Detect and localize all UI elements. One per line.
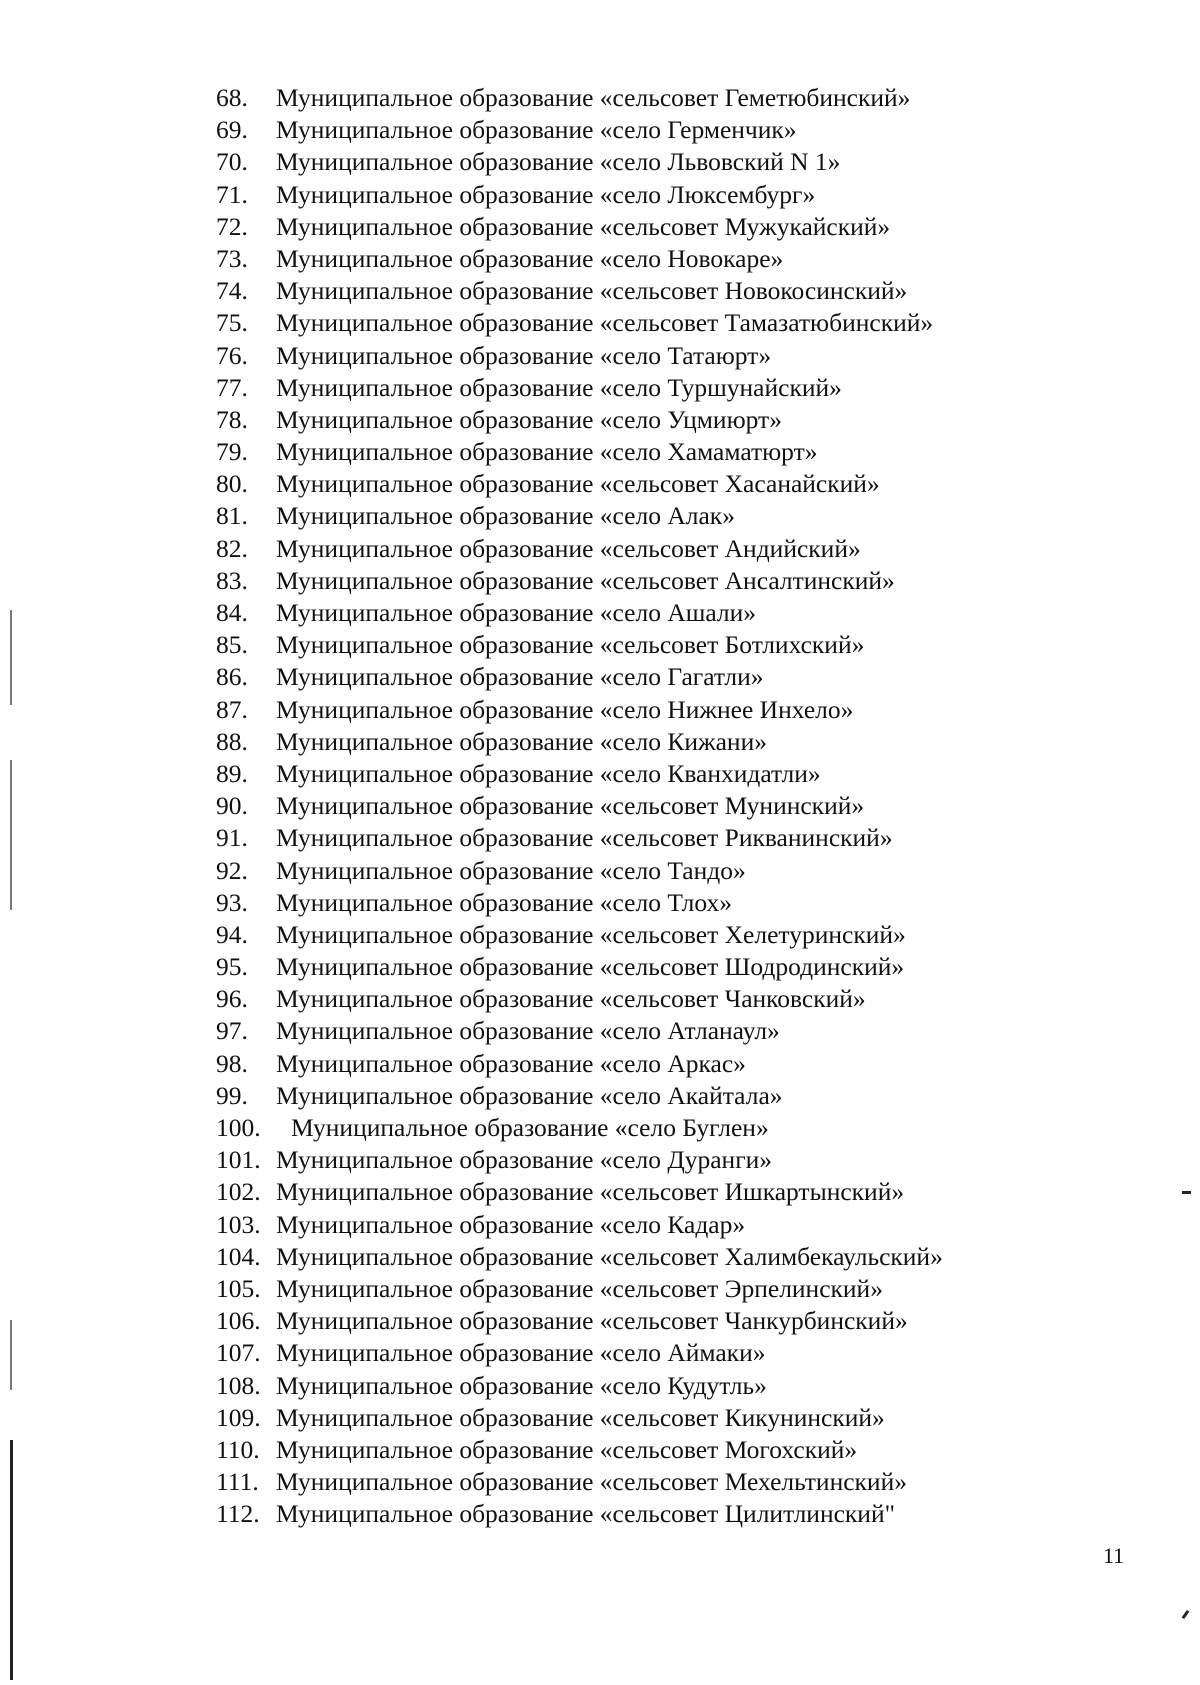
list-item-text: Муниципальное образование «село Ашали» bbox=[276, 598, 757, 627]
scan-edge-line bbox=[10, 1320, 12, 1390]
list-item-number: 92. bbox=[216, 855, 248, 885]
list-item-number: 97. bbox=[216, 1016, 248, 1046]
list-item-text: Муниципальное образование «село Тандо» bbox=[276, 855, 746, 885]
list-item-number: 111. bbox=[216, 1467, 259, 1497]
list-item-number: 71. bbox=[216, 179, 248, 209]
list-item-text: Муниципальное образование «село Акайтала» bbox=[276, 1080, 783, 1110]
list-item-text: Муниципальное образование «сельсовет Могохский» bbox=[276, 1434, 858, 1464]
list-item-text: Муниципальное образование «село Атланаул» bbox=[276, 1016, 780, 1046]
list-item-number: 69. bbox=[216, 115, 248, 145]
list-item bbox=[216, 82, 943, 114]
list-item bbox=[216, 629, 943, 661]
list-item-number: 103. bbox=[216, 1209, 261, 1239]
list-item-text: Муниципальное образование «сельсовет Халимбекаульский» bbox=[276, 1241, 943, 1271]
list-item-number: 102. bbox=[216, 1177, 261, 1207]
list-item bbox=[216, 887, 943, 919]
list-item-text: Муниципальное образование «сельсовет Мунинский» bbox=[276, 791, 865, 821]
list-item-text: Муниципальное образование «сельсовет Чанкурбинский» bbox=[276, 1306, 908, 1336]
list-item bbox=[216, 1434, 943, 1466]
list-item bbox=[216, 243, 943, 275]
list-item bbox=[216, 1112, 943, 1144]
list-item bbox=[216, 114, 943, 146]
list-item-text: Муниципальное образование «село Дуранги» bbox=[276, 1145, 773, 1175]
list-item-text: Муниципальное образование «село Новокаре» bbox=[276, 243, 784, 273]
list-item-text: Муниципальное образование «сельсовет Ботлихский» bbox=[276, 630, 865, 660]
list-item-number: 109. bbox=[216, 1402, 261, 1432]
list-item-number: 78. bbox=[216, 404, 248, 434]
list-item-number: 80. bbox=[216, 469, 248, 499]
list-item-number: 83. bbox=[216, 565, 248, 595]
list-item-text: Муниципальное образование «сельсовет Ишкартынский» bbox=[276, 1177, 905, 1207]
list-item-number: 76. bbox=[216, 340, 248, 370]
list-item-text: Муниципальное образование «сельсовет Шодродинский» bbox=[276, 952, 905, 982]
list-item bbox=[216, 1273, 943, 1305]
list-item-text: Муниципальное образование «сельсовет Эрпелинский» bbox=[276, 1273, 883, 1303]
list-item-number: 95. bbox=[216, 952, 248, 982]
list-item-text: Муниципальное образование «село Уцмиюрт» bbox=[276, 404, 782, 434]
list-item bbox=[216, 1466, 943, 1498]
page-number: 11 bbox=[1103, 1543, 1125, 1568]
scan-edge-line bbox=[10, 610, 12, 705]
list-item-number: 73. bbox=[216, 243, 248, 273]
list-item-text: Муниципальное образование «село Кадар» bbox=[276, 1209, 746, 1239]
list-item bbox=[216, 597, 943, 629]
list-item-text: Муниципальное образование «сельсовет Хасанайский» bbox=[276, 469, 880, 499]
list-item bbox=[216, 533, 943, 565]
list-item-number: 86. bbox=[216, 662, 248, 692]
list-item-number: 112. bbox=[216, 1499, 260, 1529]
list-item-text: Муниципальное образование «сельсовет Мужукайский» bbox=[276, 211, 891, 241]
list-item bbox=[216, 1048, 943, 1080]
list-item-text: Муниципальное образование «село Татаюрт» bbox=[276, 340, 772, 370]
list-item-text: Муниципальное образование «сельсовет Рикванинский» bbox=[276, 823, 893, 853]
scan-edge-line bbox=[10, 1440, 13, 1680]
list-item-number: 88. bbox=[216, 726, 248, 756]
list-item-number: 70. bbox=[216, 147, 248, 177]
list-item-number: 96. bbox=[216, 984, 248, 1014]
scan-mark bbox=[1182, 1610, 1190, 1619]
list-item bbox=[216, 340, 943, 372]
list-item-number: 74. bbox=[216, 276, 248, 306]
list-item-number: 98. bbox=[216, 1048, 248, 1078]
list-item-number: 90. bbox=[216, 791, 248, 821]
municipality-list bbox=[216, 82, 943, 1530]
list-item bbox=[216, 565, 943, 597]
list-item bbox=[216, 983, 943, 1015]
list-item-number: 85. bbox=[216, 630, 248, 660]
list-item-text: Муниципальное образование «сельсовет Мехельтинский» bbox=[276, 1467, 907, 1497]
list-item bbox=[216, 1241, 943, 1273]
list-item-text: Муниципальное образование «сельсовет Кикунинский» bbox=[276, 1402, 885, 1432]
list-item-text: Муниципальное образование «село Герменчик» bbox=[276, 115, 797, 145]
list-item-number: 89. bbox=[216, 758, 248, 788]
list-item-number: 107. bbox=[216, 1338, 261, 1368]
list-item bbox=[216, 919, 943, 951]
list-item-number: 101. bbox=[216, 1145, 261, 1175]
list-item bbox=[216, 211, 943, 243]
list-item-number: 106. bbox=[216, 1306, 261, 1336]
list-item bbox=[216, 404, 943, 436]
list-item bbox=[216, 790, 943, 822]
scan-edge-line bbox=[10, 760, 12, 910]
list-item-number: 94. bbox=[216, 919, 248, 949]
list-item bbox=[216, 500, 943, 532]
list-item-text: Муниципальное образование «село Кудутль» bbox=[276, 1370, 767, 1400]
list-item-text: Муниципальное образование «сельсовет Хелетуринский» bbox=[276, 919, 906, 949]
list-item-text: Муниципальное образование «село Нижнее Инхело» bbox=[276, 694, 854, 724]
list-item bbox=[216, 1209, 943, 1241]
list-item-text: Муниципальное образование «село Люксембург» bbox=[276, 179, 816, 209]
list-item-text: Муниципальное образование «село Аймаки» bbox=[276, 1338, 766, 1368]
list-item-text: Муниципальное образование «село Кванхидатли» bbox=[276, 758, 821, 788]
list-item bbox=[216, 1498, 943, 1530]
list-item-text: Муниципальное образование «село Львовский N 1» bbox=[276, 147, 841, 177]
list-item-text: Муниципальное образование «село Тлох» bbox=[276, 887, 732, 917]
list-item-number: 72. bbox=[216, 211, 248, 241]
list-item bbox=[216, 146, 943, 178]
list-item bbox=[216, 372, 943, 404]
list-item-number: 82. bbox=[216, 533, 248, 563]
list-item bbox=[216, 855, 943, 887]
list-item-text: Муниципальное образование «сельсовет Цилитлинский" bbox=[276, 1499, 896, 1529]
list-item bbox=[216, 1080, 943, 1112]
list-item bbox=[216, 951, 943, 983]
list-item-number: 68. bbox=[216, 83, 248, 112]
list-item-number: 77. bbox=[216, 372, 248, 402]
list-item-text: Муниципальное образование «село Буглен» bbox=[291, 1113, 769, 1142]
list-item-text: Муниципальное образование «село Туршунайский» bbox=[276, 372, 842, 402]
list-item-number: 75. bbox=[216, 308, 248, 338]
list-item-text: Муниципальное образование «село Хамаматюрт» bbox=[276, 437, 818, 467]
list-item-number: 84. bbox=[216, 598, 248, 627]
list-item-text: Муниципальное образование «сельсовет Чанковский» bbox=[276, 984, 866, 1014]
list-item bbox=[216, 726, 943, 758]
list-item bbox=[216, 1015, 943, 1047]
list-item-text: Муниципальное образование «сельсовет Тамазатюбинский» bbox=[276, 308, 934, 338]
list-item bbox=[216, 468, 943, 500]
list-item bbox=[216, 436, 943, 468]
list-item-text: Муниципальное образование «село Алак» bbox=[276, 501, 735, 531]
list-item bbox=[216, 1337, 943, 1369]
list-item-number: 99. bbox=[216, 1080, 248, 1110]
list-item bbox=[216, 1176, 943, 1208]
list-item-number: 79. bbox=[216, 437, 248, 467]
list-item bbox=[216, 1370, 943, 1402]
list-item-text: Муниципальное образование «село Гагатли» bbox=[276, 662, 764, 692]
list-item-text: Муниципальное образование «сельсовет Новокосинский» bbox=[276, 276, 908, 306]
list-item-number: 108. bbox=[216, 1370, 261, 1400]
list-item-number: 100. bbox=[216, 1113, 261, 1142]
list-item-text: Муниципальное образование «село Кижани» bbox=[276, 726, 767, 756]
list-item bbox=[216, 822, 943, 854]
list-item-number: 87. bbox=[216, 694, 248, 724]
list-item-text: Муниципальное образование «сельсовет Андийский» bbox=[276, 533, 861, 563]
list-item-number: 105. bbox=[216, 1273, 261, 1303]
list-item bbox=[216, 1305, 943, 1337]
list-item-number: 81. bbox=[216, 501, 248, 531]
list-item bbox=[216, 307, 943, 339]
list-item bbox=[216, 179, 943, 211]
list-item bbox=[216, 661, 943, 693]
list-item-number: 104. bbox=[216, 1241, 261, 1271]
list-item bbox=[216, 694, 943, 726]
list-item-number: 93. bbox=[216, 887, 248, 917]
scan-mark bbox=[1182, 1191, 1191, 1194]
list-item-text: Муниципальное образование «сельсовет Ансалтинский» bbox=[276, 565, 895, 595]
list-item-text: Муниципальное образование «село Аркас» bbox=[276, 1048, 746, 1078]
list-item-number: 110. bbox=[216, 1434, 260, 1464]
list-item bbox=[216, 1144, 943, 1176]
list-item-text: Муниципальное образование «сельсовет Геметюбинский» bbox=[276, 83, 911, 112]
list-item bbox=[216, 275, 943, 307]
list-item bbox=[216, 1402, 943, 1434]
list-item-number: 91. bbox=[216, 823, 248, 853]
list-item bbox=[216, 758, 943, 790]
